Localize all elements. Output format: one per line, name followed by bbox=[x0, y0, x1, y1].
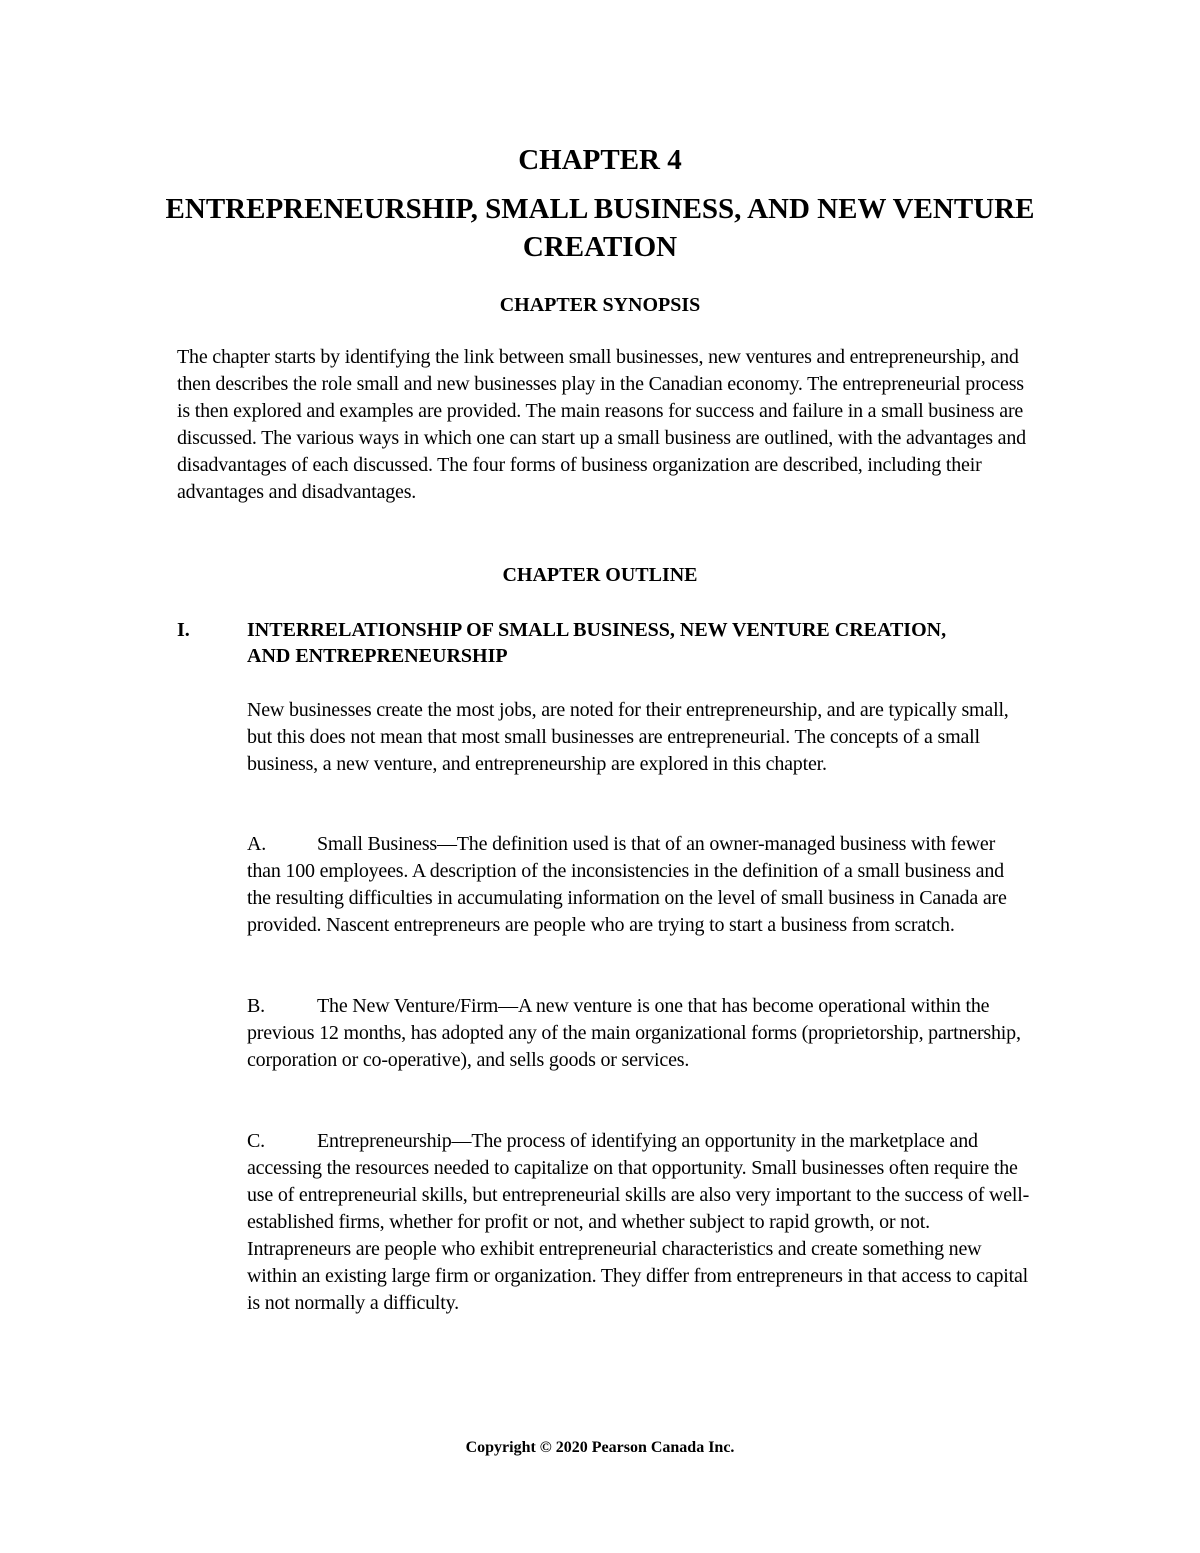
item-letter: C. bbox=[247, 1130, 265, 1152]
section-numeral: I. bbox=[177, 619, 190, 641]
outline-heading: CHAPTER OUTLINE bbox=[502, 564, 698, 586]
item-text: The New Venture/Firm—A new venture is one that has become operational within the previous 12 months, has adopted any of the main organizational forms (proprietorship, partnership, corporation or co-operative), and sells goods or services. bbox=[247, 995, 1021, 1071]
outline-item-new-venture bbox=[247, 993, 1032, 1074]
section-title: INTERRELATIONSHIP OF SMALL BUSINESS, NEW VENTURE CREATION, AND ENTREPRENEURSHIP bbox=[247, 619, 947, 667]
chapter-number: CHAPTER 4 bbox=[518, 144, 682, 176]
item-letter: B. bbox=[247, 995, 265, 1017]
synopsis-paragraph: The chapter starts by identifying the link between small businesses, new ventures and entrepreneurship, and then describes the role small and new businesses play in the Canadian economy. The entrepreneurial process is then explored and examples are provided. The main reasons for success and failure in a small business are discussed. The various ways in which one can start up a small business are outlined, with the advantages and disadvantages of each discussed. The four forms of business organization are described, including their advantages and disadvantages. bbox=[177, 346, 1026, 503]
item-text: Entrepreneurship—The process of identifying an opportunity in the marketplace and accessing the resources needed to capitalize on that opportunity. Small businesses often require the use of entrepreneurial skills, but entrepreneurial skills are also very important to the success of well-established firms, whether for profit or not, and whether subject to rapid growth, or not. Intrapreneurs are people who exhibit entrepreneurial characteristics and create something new within an existing large firm or organization. They differ from entrepreneurs in that access to capital is not normally a difficulty. bbox=[247, 1130, 1030, 1314]
outline-item-small-business bbox=[247, 831, 1032, 939]
chapter-title: ENTREPRENEURSHIP, SMALL BUSINESS, AND NEW VENTURE CREATION bbox=[165, 193, 1035, 263]
outline-item-entrepreneurship bbox=[247, 1128, 1032, 1317]
section-intro-paragraph: New businesses create the most jobs, are noted for their entrepreneurship, and are typically small, but this does not mean that most small businesses are entrepreneurial. The concepts of a small business, a new venture, and entrepreneurship are explored in this chapter. bbox=[247, 699, 1009, 775]
item-text: Small Business—The definition used is that of an owner-managed business with fewer than 100 employees. A description of the inconsistencies in the definition of a small business and the resulting difficulties in accumulating information on the level of small business in Canada are provided. Nascent entrepreneurs are people who are trying to start a business from scratch. bbox=[247, 833, 1007, 936]
synopsis-heading: CHAPTER SYNOPSIS bbox=[499, 294, 701, 316]
item-letter: A. bbox=[247, 833, 267, 855]
copyright-footer: Copyright © 2020 Pearson Canada Inc. bbox=[465, 1439, 735, 1456]
